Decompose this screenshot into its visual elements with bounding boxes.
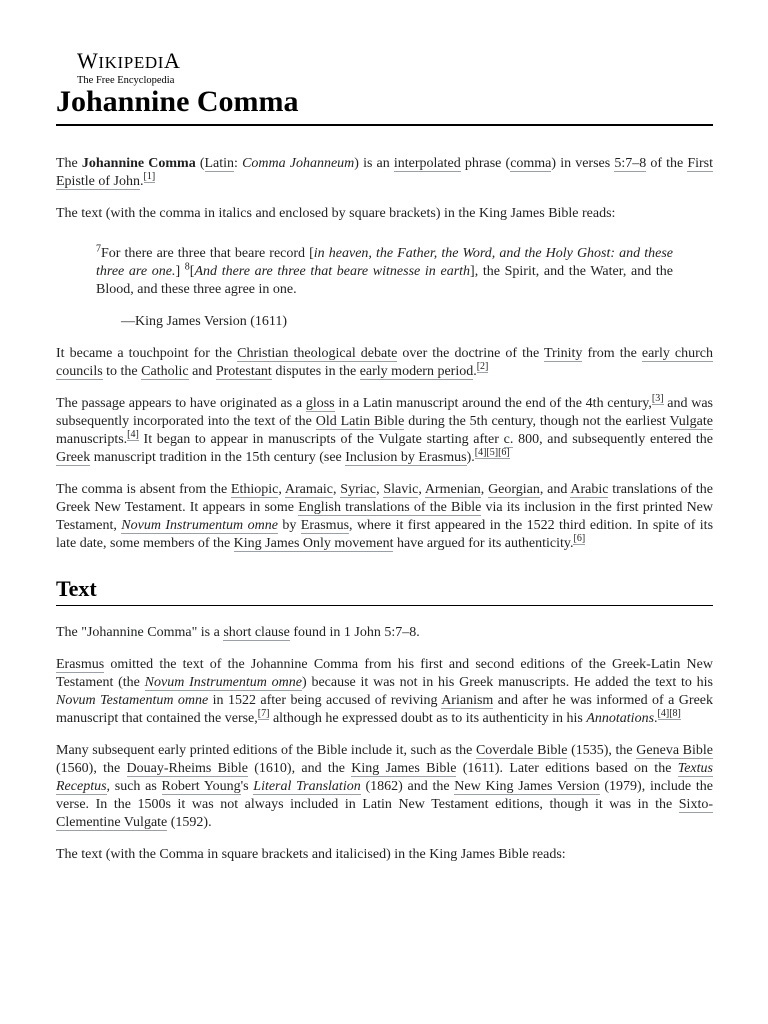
link-ethiopic[interactable]: Ethiopic	[230, 482, 279, 497]
link-douay-rheims-bible[interactable]: Douay-Rheims Bible	[126, 761, 248, 776]
text-paragraph-1: The "Johannine Comma" is a short clause found in 1 John 5:7–8.	[56, 625, 420, 640]
link-arabic[interactable]: Arabic	[570, 482, 609, 497]
link-gloss[interactable]: gloss	[305, 396, 335, 411]
link-christian-theological-debate[interactable]: Christian theological debate	[237, 346, 398, 361]
latin-name: Comma Johanneum	[242, 156, 355, 171]
link-slavic[interactable]: Slavic	[383, 482, 419, 497]
link-novum-instrumentum-omne[interactable]: Novum Instrumentum omne	[121, 518, 278, 533]
link-short-clause[interactable]: short clause	[223, 625, 290, 640]
article-subject-bold: Johannine Comma	[81, 156, 196, 171]
text-paragraph-3: Many subsequent early printed editions of the Bible include it, such as the Coverdale Bible (1535), the Geneva Bible (1560), the Douay-Rheims Bible (1610), and the King James Bible (1611). Later editions based on the Textus Receptus, such as Robert Young's Literal Translation (1862) and the New King James Version (1979), include the verse. In the 1500s it was not always included in Latin New Testament editions, though it was in the Sixto-Clementine Vulgate (1592).	[56, 743, 713, 830]
link-catholic[interactable]: Catholic	[141, 364, 189, 379]
logo-wordmark: WIKIPEDIA	[77, 48, 181, 73]
reference-link[interactable]: [5]	[486, 447, 499, 459]
link-trinity[interactable]: Trinity	[544, 346, 583, 361]
article-body	[56, 155, 713, 878]
link-verses[interactable]: 5:7–8	[614, 156, 647, 171]
link-protestant[interactable]: Protestant	[215, 364, 272, 379]
section-heading-text: Text	[56, 575, 713, 606]
intro-paragraph-5: The comma is absent from the Ethiopic, Aramaic, Syriac, Slavic, Armenian, Georgian, and Arabic translations of the Greek New Testament. It appears in some English translations of the Bible via its inclusion in the first printed New Testament, Novum Instrumentum omne by Erasmus, where it first appeared in the 1522 third edition. In spite of its late date, some members of the King James Only movement have argued for its authenticity.[6]	[56, 482, 714, 551]
text-paragraph-4: The text (with the Comma in square brackets and italicised) in the King James Bible reads:	[56, 847, 566, 862]
link-textus-receptus[interactable]: Textus Receptus	[56, 761, 713, 794]
reference-link[interactable]: [6]	[498, 447, 510, 459]
link-inclusion-by-erasmus[interactable]: Inclusion by Erasmus	[345, 450, 467, 465]
link-new-king-james-version[interactable]: New King James Version	[454, 779, 600, 794]
reference-link[interactable]: [8]	[669, 708, 681, 720]
link-sixto-clementine-vulgate[interactable]: Sixto-Clementine Vulgate	[56, 797, 713, 830]
reference-link[interactable]: [4]	[127, 429, 139, 441]
quote-text: $^7$For there are three that beare record [in heaven, the Father, the Word, and the Holy Ghost: and these three are one.] $^8$[And there are three that beare witnesse in earth], the Spirit, and the Water, and the Blood, and these three agree in one.	[96, 243, 673, 297]
link-geneva-bible[interactable]: Geneva Bible	[636, 743, 713, 758]
quote-citation: —King James Version (1611)	[121, 314, 288, 329]
link-circa[interactable]: c.	[503, 432, 514, 447]
link-interpolated[interactable]: interpolated	[393, 156, 461, 171]
intro-paragraph-2: The text (with the comma in italics and enclosed by square brackets) in the King James Bible reads:	[56, 206, 616, 221]
link-vulgate[interactable]: Vulgate	[669, 414, 713, 429]
page-title: Johannine Comma	[56, 82, 713, 126]
link-early-church-councils[interactable]: early church councils	[56, 346, 713, 379]
link-king-james-only-movement[interactable]: King James Only movement	[233, 536, 394, 551]
reference-link[interactable]: [4]	[474, 447, 487, 459]
link-aramaic[interactable]: Aramaic	[284, 482, 334, 497]
link-georgian[interactable]: Georgian	[488, 482, 540, 497]
link-comma[interactable]: comma	[510, 156, 552, 171]
text-paragraph-2: Erasmus omitted the text of the Johannine Comma from his first and second editions of the Greek-Latin New Testament (the Novum Instrumentum omne) because it was not in his Greek manuscripts. He added the text to his Novum Testamentum omne in 1522 after being accused of reviving Arianism and after he was informed of a Greek manuscript that contained the verse,[7] although he expressed doubt as to its authenticity in his Annotations.[4][8]	[56, 657, 713, 726]
reference-link[interactable]: [1]	[143, 171, 156, 183]
reference-link[interactable]: [4]	[657, 708, 670, 720]
kjv-quote	[96, 245, 673, 331]
intro-paragraph-3: It became a touchpoint for the Christian theological debate over the doctrine of the Trinity from the early church councils to the Catholic and Protestant disputes in the early modern period.[2]	[56, 346, 713, 379]
link-old-latin-bible[interactable]: Old Latin Bible	[315, 414, 405, 429]
intro-paragraph-1: The Johannine Comma (Latin: Comma Johanneum) is an interpolated phrase (comma) in verses 5:7–8 of the First Epistle of John.[1]	[56, 156, 714, 189]
link-literal-translation[interactable]: Literal Translation	[253, 779, 361, 794]
link-syriac[interactable]: Syriac	[340, 482, 377, 497]
link-coverdale-bible[interactable]: Coverdale Bible	[475, 743, 568, 758]
verse-number: 7	[96, 243, 101, 255]
link-king-james-bible[interactable]: King James Bible	[351, 761, 457, 776]
reference-link[interactable]: [3]	[651, 393, 664, 405]
link-arianism[interactable]: Arianism	[441, 693, 494, 708]
link-erasmus[interactable]: Erasmus	[56, 657, 105, 672]
intro-paragraph-4: The passage appears to have originated as a gloss in a Latin manuscript around the end of the 4th century,[3] and was subsequently incorporated into the text of the Old Latin Bible during the 5th century, though not the earliest Vulgate manuscripts.[4] It began to appear in manuscripts of the Vulgate starting after c. 800, and subsequently entered the Greek manuscript tradition in the 15th century (see Inclusion by Erasmus).[4][5][6]	[56, 393, 713, 465]
link-latin[interactable]: Latin	[204, 156, 235, 171]
link-early-modern-period[interactable]: early modern period	[359, 364, 474, 379]
link-first-epistle-of-john[interactable]: First Epistle of John	[56, 156, 714, 189]
link-novum-instrumentum-omne[interactable]: Novum Instrumentum omne	[144, 675, 302, 690]
reference-link[interactable]: [7]	[257, 708, 270, 720]
link-armenian[interactable]: Armenian	[424, 482, 481, 497]
verse-number: 8	[184, 261, 190, 273]
link-english-translations[interactable]: English translations of the Bible	[298, 500, 482, 515]
link-erasmus[interactable]: Erasmus	[300, 518, 350, 533]
link-greek[interactable]: Greek	[56, 450, 91, 465]
reference-link[interactable]: [6]	[573, 533, 586, 545]
logo-tagline: The Free Encyclopedia	[77, 75, 175, 86]
link-robert-young[interactable]: Robert Young	[161, 779, 241, 794]
reference-link[interactable]: [2]	[476, 361, 489, 373]
